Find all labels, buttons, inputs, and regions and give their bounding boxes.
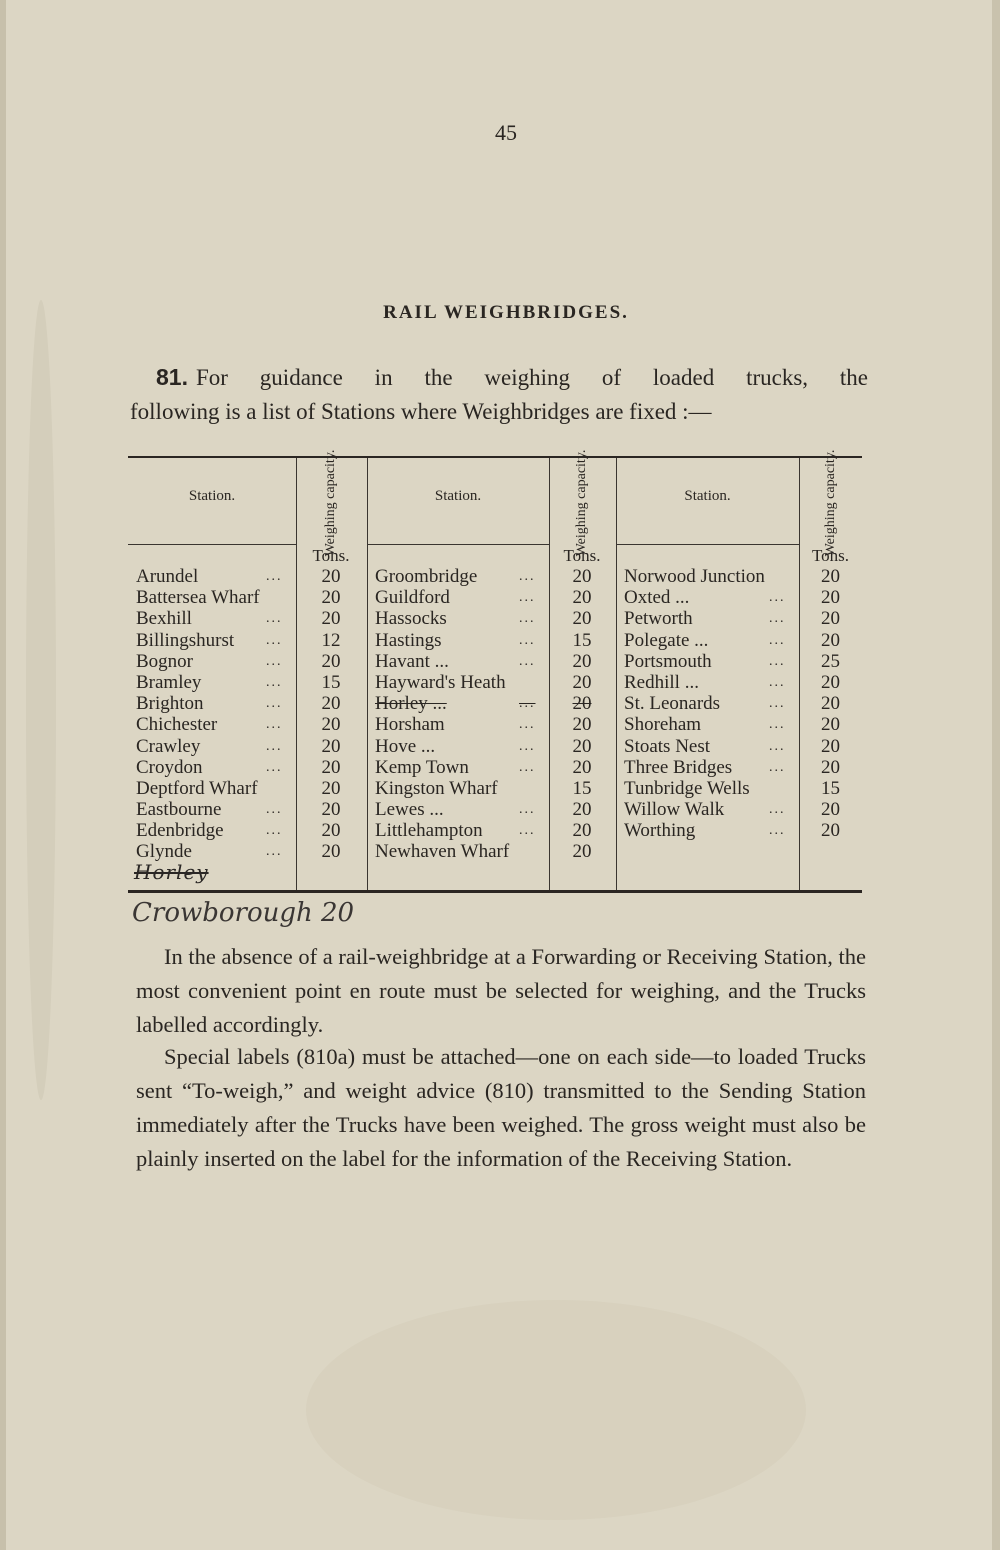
- table-row: [624, 651, 862, 672]
- table-row: [136, 693, 366, 714]
- station-header: Station.: [434, 488, 482, 504]
- table-row: [136, 799, 366, 820]
- leader-dots: ...: [266, 653, 283, 669]
- station-name: Croydon: [136, 756, 203, 778]
- capacity-value: 20: [821, 693, 840, 715]
- station-name: Kingston Wharf: [375, 777, 498, 799]
- capacity-value: 20: [572, 566, 592, 587]
- intro-paragraph: [130, 360, 868, 429]
- table-row: [624, 608, 862, 629]
- table-row: [624, 799, 862, 820]
- column-divider: [616, 458, 617, 890]
- table-row: [624, 757, 862, 778]
- units-label: Tons.: [312, 546, 350, 565]
- station-name: Glynde: [136, 841, 192, 863]
- table-row: [624, 630, 862, 651]
- paragraph-special-labels: [136, 1040, 866, 1176]
- table-row: [136, 608, 366, 629]
- capacity-value: 15: [572, 629, 592, 651]
- leader-dots: ...: [769, 674, 786, 690]
- table-row: [624, 566, 862, 587]
- capacity-value: 20: [321, 587, 341, 609]
- leader-dots: ...: [266, 844, 283, 860]
- capacity-value: 20: [821, 714, 840, 736]
- leader-dots: ...: [266, 802, 283, 818]
- capacity-value: 20: [821, 566, 840, 587]
- station-name: St. Leonards: [624, 693, 721, 715]
- leader-dots: ...: [519, 569, 536, 584]
- station-name: Tunbridge Wells: [624, 777, 750, 799]
- station-name: Worthing: [624, 820, 696, 842]
- table-row: [375, 736, 615, 757]
- column-divider: [367, 458, 368, 890]
- leader-dots: ...: [769, 653, 786, 669]
- section-number: 81.: [156, 364, 188, 390]
- paragraph-2-text: Special labels (810a) must be attached—one on each side—to loaded Trucks sent “To-weigh,” and weight advice (810) transmitted to the Sending Station immediately after the Trucks have been weighed. The gross weight must also be plainly inserted on the label for the information of the Receiving Station.: [136, 1044, 866, 1171]
- table-row: [136, 820, 366, 841]
- station-name: Stoats Nest: [624, 735, 711, 757]
- table-row: [375, 587, 615, 608]
- leader-dots: ...: [266, 738, 283, 754]
- table-row: [375, 757, 615, 778]
- table-row: [375, 778, 615, 799]
- table-row: [375, 608, 615, 629]
- station-list: [624, 566, 862, 841]
- station-name: Battersea Wharf: [136, 587, 260, 609]
- table-row: [136, 566, 366, 587]
- leader-dots: ...: [769, 759, 786, 775]
- capacity-value: 20: [821, 671, 840, 693]
- station-name: Groombridge: [375, 566, 478, 587]
- capacity-value: 15: [321, 671, 341, 693]
- leader-dots: ...: [519, 696, 536, 712]
- capacity-value: 20: [821, 735, 840, 757]
- capacity-value: 20: [572, 714, 592, 736]
- capacity-value: 20: [572, 671, 592, 693]
- table-row: [136, 778, 366, 799]
- station-name: Norwood Junction: [624, 566, 765, 587]
- station-name: Hastings: [375, 629, 442, 651]
- capacity-value: 20: [572, 820, 592, 842]
- station-name: Kemp Town: [375, 756, 469, 778]
- capacity-value: 20: [821, 629, 840, 651]
- paragraph-1-text: In the absence of a rail-weighbridge at a Forwarding or Receiving Station, the most convenient point en route must be selected for weighing, and the Trucks labelled accordingly.: [136, 944, 866, 1037]
- leader-dots: ...: [769, 802, 786, 818]
- station-name: Littlehampton: [375, 820, 483, 842]
- leader-dots: ...: [519, 717, 536, 733]
- capacity-value: 20: [321, 608, 341, 630]
- leader-dots: ...: [519, 632, 536, 648]
- table-row: [136, 672, 366, 693]
- station-name: Bexhill: [136, 608, 192, 630]
- leader-dots: ...: [519, 823, 536, 839]
- leader-dots: ...: [266, 632, 283, 648]
- units-label: Tons.: [811, 546, 850, 565]
- capacity-value: 12: [321, 629, 341, 651]
- table-row: [624, 714, 862, 735]
- station-name: Portsmouth: [624, 650, 712, 672]
- table-row: [136, 736, 366, 757]
- table-row: [375, 799, 615, 820]
- station-name: Chichester: [136, 714, 218, 736]
- capacity-value: 20: [321, 820, 341, 842]
- table-row: [136, 714, 366, 735]
- leader-dots: ...: [266, 717, 283, 733]
- leader-dots: ...: [769, 696, 786, 712]
- table-row: [624, 587, 862, 608]
- station-name: Brighton: [136, 693, 204, 715]
- weighbridge-table: [128, 449, 862, 893]
- station-name: Horsham: [375, 714, 445, 736]
- station-name: Newhaven Wharf: [375, 841, 510, 863]
- header-rule: [616, 544, 799, 545]
- station-name: Shoreham: [624, 714, 702, 736]
- station-name: Redhill ...: [624, 671, 699, 693]
- table-row: [624, 778, 862, 799]
- table-row: [375, 693, 615, 714]
- capacity-value: 20: [572, 799, 592, 821]
- table-row: [136, 651, 366, 672]
- station-name: Hayward's Heath: [375, 671, 506, 693]
- capacity-value: 20: [821, 756, 840, 778]
- capacity-header-text: Weighing capacity.: [323, 449, 338, 557]
- capacity-value: 20: [321, 714, 341, 736]
- header-rule: [128, 544, 296, 545]
- handwritten-added-entry: Crowborough 20: [132, 898, 355, 928]
- capacity-header-text: Weighing capacity.: [574, 449, 589, 557]
- intro-line-2: following is a list of Stations where Weighbridges are fixed :—: [130, 399, 712, 424]
- station-name: Horley ...: [375, 693, 447, 715]
- capacity-value: 20: [321, 799, 341, 821]
- table-row: [624, 672, 862, 693]
- page-number: 45: [495, 120, 517, 145]
- paragraph-forwarding: [136, 940, 866, 1042]
- capacity-value: 20: [572, 756, 592, 778]
- station-name: Lewes ...: [375, 799, 444, 821]
- leader-dots: ...: [266, 569, 283, 584]
- handwritten-struck-entry: Horley: [134, 860, 209, 884]
- table-row: [624, 736, 862, 757]
- capacity-value: 20: [821, 820, 840, 842]
- leader-dots: ...: [519, 738, 536, 754]
- capacity-value: 20: [321, 735, 341, 757]
- station-name: Willow Walk: [624, 799, 725, 821]
- leader-dots: ...: [769, 823, 786, 839]
- leader-dots: ...: [519, 802, 536, 818]
- leader-dots: ...: [519, 653, 536, 669]
- header-rule: [367, 544, 549, 545]
- capacity-value: 25: [821, 650, 840, 672]
- table-row: [624, 693, 862, 714]
- capacity-value: 20: [321, 650, 341, 672]
- station-name: Crawley: [136, 735, 201, 757]
- leader-dots: ...: [266, 759, 283, 775]
- station-list: [136, 566, 366, 863]
- station-header: Station.: [188, 488, 236, 504]
- table-row: [375, 820, 615, 841]
- capacity-value: 20: [821, 799, 840, 821]
- station-name: Billingshurst: [136, 629, 235, 651]
- leader-dots: ...: [769, 632, 786, 648]
- station-name: Eastbourne: [136, 799, 222, 821]
- capacity-value: 20: [321, 841, 341, 863]
- station-name: Petworth: [624, 608, 693, 630]
- table-row: [375, 566, 615, 587]
- capacity-value: 20: [572, 650, 592, 672]
- table-row: [624, 820, 862, 841]
- station-name: Edenbridge: [136, 820, 224, 842]
- table-row: [375, 714, 615, 735]
- station-header: Station.: [684, 488, 731, 504]
- leader-dots: ...: [519, 590, 536, 606]
- station-list: [375, 566, 615, 863]
- intro-line-1: For guidance in the weighing of loaded trucks, the: [195, 365, 868, 390]
- units-label: Tons.: [563, 546, 601, 565]
- station-name: Arundel: [136, 566, 199, 587]
- capacity-value: 20: [572, 841, 592, 863]
- capacity-value: 20: [821, 587, 840, 609]
- capacity-value: 20: [572, 587, 592, 609]
- capacity-value: 20: [572, 693, 592, 715]
- leader-dots: ...: [266, 674, 283, 690]
- station-name: Guildford: [375, 587, 450, 609]
- table-row: [375, 841, 615, 862]
- capacity-value: 20: [321, 566, 341, 587]
- capacity-value: 20: [321, 693, 341, 715]
- capacity-value: 20: [572, 608, 592, 630]
- capacity-value: 15: [572, 777, 592, 799]
- capacity-value: 20: [321, 777, 341, 799]
- table-row: [375, 630, 615, 651]
- station-name: Bramley: [136, 671, 202, 693]
- leader-dots: ...: [769, 717, 786, 733]
- table-row: [136, 587, 366, 608]
- leader-dots: ...: [519, 611, 536, 627]
- leader-dots: ...: [519, 759, 536, 775]
- capacity-header-text: Weighing capacity.: [822, 449, 838, 557]
- leader-dots: ...: [769, 738, 786, 754]
- table-row: [136, 630, 366, 651]
- leader-dots: ...: [769, 590, 786, 606]
- station-name: Deptford Wharf: [136, 777, 258, 799]
- station-name: Hassocks: [375, 608, 447, 630]
- leader-dots: ...: [266, 611, 283, 627]
- station-name: Havant ...: [375, 650, 449, 672]
- station-name: Hove ...: [375, 735, 436, 757]
- section-heading: RAIL WEIGHBRIDGES.: [383, 302, 629, 323]
- capacity-value: 20: [321, 756, 341, 778]
- station-name: Oxted ...: [624, 587, 690, 609]
- leader-dots: ...: [266, 696, 283, 712]
- station-name: Bognor: [136, 650, 193, 672]
- capacity-value: 20: [821, 608, 840, 630]
- station-name: Polegate ...: [624, 629, 709, 651]
- leader-dots: ...: [266, 823, 283, 839]
- capacity-value: 20: [572, 735, 592, 757]
- capacity-value: 15: [821, 777, 840, 799]
- table-row: [375, 651, 615, 672]
- table-row: [375, 672, 615, 693]
- table-row: [136, 757, 366, 778]
- station-name: Three Bridges: [624, 756, 733, 778]
- leader-dots: ...: [769, 611, 786, 627]
